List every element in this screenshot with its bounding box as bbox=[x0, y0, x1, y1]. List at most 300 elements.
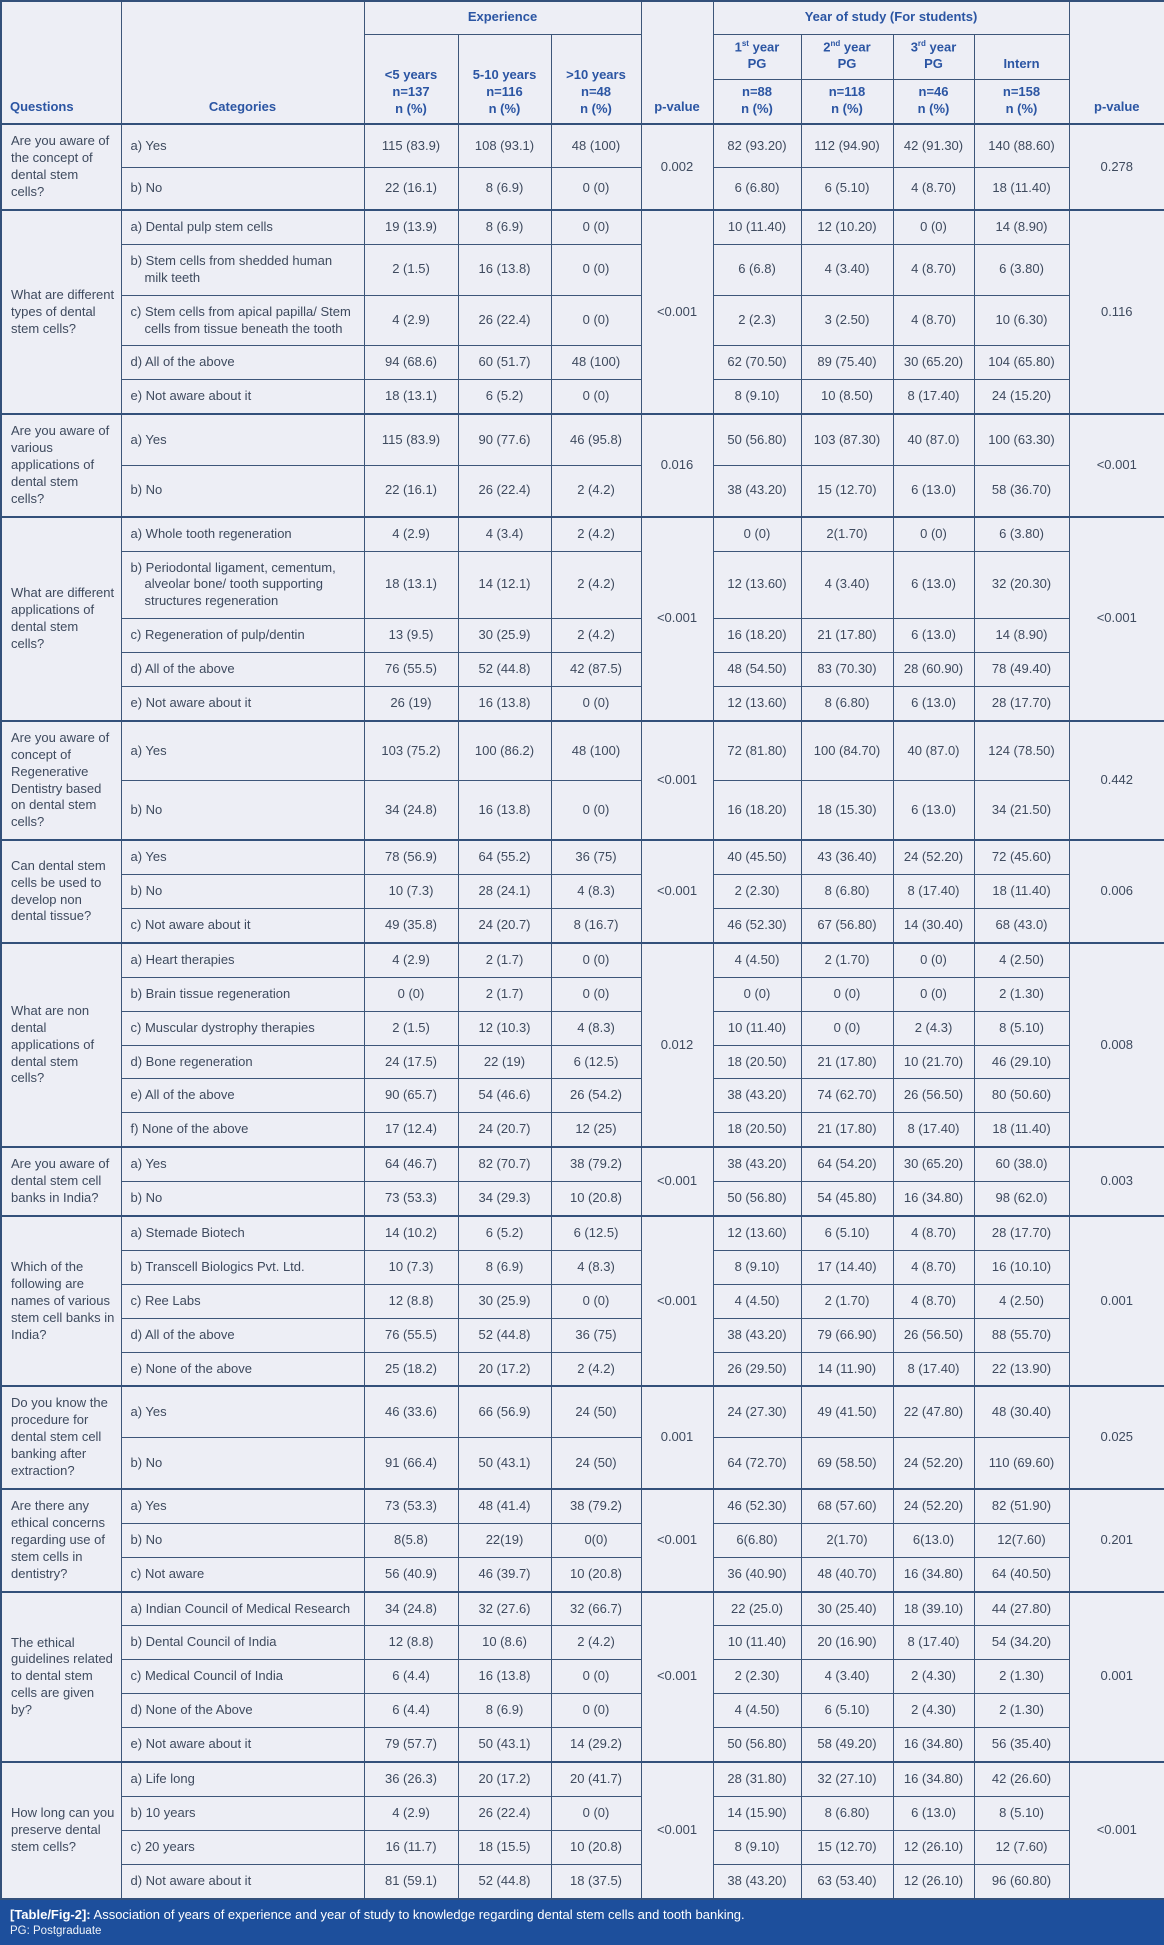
experience-value-cell-1: 6 (4.4) bbox=[364, 1660, 458, 1694]
year-value-cell-4: 18 (11.40) bbox=[974, 167, 1069, 210]
year-value-cell-2: 12 (10.20) bbox=[801, 210, 893, 244]
category-cell: c) Not aware about it bbox=[121, 909, 364, 943]
year-value-cell-4: 98 (62.0) bbox=[974, 1182, 1069, 1216]
year-value-cell-4: 58 (36.70) bbox=[974, 465, 1069, 516]
experience-value-cell-1: 4 (2.9) bbox=[364, 517, 458, 551]
year-value-cell-3: 10 (21.70) bbox=[893, 1045, 974, 1079]
experience-value-cell-1: 19 (13.9) bbox=[364, 210, 458, 244]
table-row bbox=[1, 465, 1164, 516]
table-row bbox=[1, 840, 1164, 874]
experience-value-cell-3: 0 (0) bbox=[551, 943, 641, 977]
year-value-cell-4: 8 (5.10) bbox=[974, 1796, 1069, 1830]
experience-value-cell-2: 12 (10.3) bbox=[458, 1011, 551, 1045]
year-value-cell-1: 8 (9.10) bbox=[713, 1250, 801, 1284]
year-value-cell-3: 6 (13.0) bbox=[893, 1796, 974, 1830]
pvalue-year-cell: <0.001 bbox=[1069, 414, 1164, 516]
year-value-cell-4: 88 (55.70) bbox=[974, 1318, 1069, 1352]
year-value-cell-3: 2 (4.3) bbox=[893, 1011, 974, 1045]
experience-value-cell-1: 73 (53.3) bbox=[364, 1489, 458, 1523]
year-value-cell-2: 4 (3.40) bbox=[801, 1660, 893, 1694]
year-value-cell-4: 24 (15.20) bbox=[974, 380, 1069, 414]
category-cell: c) Regeneration of pulp/dentin bbox=[121, 619, 364, 653]
year-value-cell-3: 24 (52.20) bbox=[893, 1438, 974, 1489]
group-header-year-of-study: Year of study (For students) bbox=[713, 1, 1069, 34]
pvalue-experience-cell: <0.001 bbox=[641, 210, 713, 414]
year-value-cell-3: 4 (8.70) bbox=[893, 244, 974, 295]
year-value-cell-3: 4 (8.70) bbox=[893, 1216, 974, 1250]
category-cell: a) Dental pulp stem cells bbox=[121, 210, 364, 244]
experience-value-cell-3: 36 (75) bbox=[551, 840, 641, 874]
year-value-cell-2: 64 (54.20) bbox=[801, 1147, 893, 1181]
experience-value-cell-2: 10 (8.6) bbox=[458, 1626, 551, 1660]
experience-value-cell-2: 34 (29.3) bbox=[458, 1182, 551, 1216]
category-cell: d) Bone regeneration bbox=[121, 1045, 364, 1079]
experience-value-cell-3: 6 (12.5) bbox=[551, 1045, 641, 1079]
year-value-cell-2: 6 (5.10) bbox=[801, 1694, 893, 1728]
year-value-cell-2: 32 (27.10) bbox=[801, 1762, 893, 1796]
category-cell: c) Muscular dystrophy therapies bbox=[121, 1011, 364, 1045]
pvalue-year-cell: 0.001 bbox=[1069, 1216, 1164, 1386]
year-value-cell-3: 16 (34.80) bbox=[893, 1762, 974, 1796]
year-value-cell-4: 78 (49.40) bbox=[974, 653, 1069, 687]
pvalue-year-cell: 0.025 bbox=[1069, 1386, 1164, 1488]
col-header-intern: Intern bbox=[974, 34, 1069, 79]
experience-value-cell-2: 54 (46.6) bbox=[458, 1079, 551, 1113]
experience-value-cell-1: 90 (65.7) bbox=[364, 1079, 458, 1113]
experience-value-cell-3: 0 (0) bbox=[551, 686, 641, 720]
category-cell: e) None of the above bbox=[121, 1352, 364, 1386]
year-value-cell-1: 50 (56.80) bbox=[713, 414, 801, 465]
table-row bbox=[1, 1113, 1164, 1147]
category-cell: d) Not aware about it bbox=[121, 1864, 364, 1898]
year-value-cell-4: 22 (13.90) bbox=[974, 1352, 1069, 1386]
experience-value-cell-1: 115 (83.9) bbox=[364, 124, 458, 167]
experience-value-cell-1: 25 (18.2) bbox=[364, 1352, 458, 1386]
experience-value-cell-2: 30 (25.9) bbox=[458, 1284, 551, 1318]
year-value-cell-3: 14 (30.40) bbox=[893, 909, 974, 943]
year-value-cell-2: 79 (66.90) bbox=[801, 1318, 893, 1352]
experience-value-cell-3: 10 (20.8) bbox=[551, 1557, 641, 1591]
experience-value-cell-1: 76 (55.5) bbox=[364, 653, 458, 687]
experience-value-cell-1: 34 (24.8) bbox=[364, 1592, 458, 1626]
year-value-cell-1: 28 (31.80) bbox=[713, 1762, 801, 1796]
experience-value-cell-2: 2 (1.7) bbox=[458, 943, 551, 977]
year-value-cell-1: 64 (72.70) bbox=[713, 1438, 801, 1489]
experience-value-cell-1: 81 (59.1) bbox=[364, 1864, 458, 1898]
category-cell: b) No bbox=[121, 167, 364, 210]
experience-value-cell-1: 2 (1.5) bbox=[364, 244, 458, 295]
experience-value-cell-1: 34 (24.8) bbox=[364, 781, 458, 841]
experience-value-cell-3: 4 (8.3) bbox=[551, 1250, 641, 1284]
experience-value-cell-1: 79 (57.7) bbox=[364, 1728, 458, 1762]
year-value-cell-1: 10 (11.40) bbox=[713, 210, 801, 244]
experience-value-cell-3: 2 (4.2) bbox=[551, 1352, 641, 1386]
year-value-cell-4: 96 (60.80) bbox=[974, 1864, 1069, 1898]
year-value-cell-2: 49 (41.50) bbox=[801, 1386, 893, 1437]
experience-value-cell-2: 30 (25.9) bbox=[458, 619, 551, 653]
year-value-cell-3: 4 (8.70) bbox=[893, 1250, 974, 1284]
category-cell: b) No bbox=[121, 875, 364, 909]
experience-value-cell-3: 0 (0) bbox=[551, 210, 641, 244]
pvalue-experience-cell: 0.002 bbox=[641, 124, 713, 210]
experience-value-cell-2: 52 (44.8) bbox=[458, 1318, 551, 1352]
year-value-cell-1: 24 (27.30) bbox=[713, 1386, 801, 1437]
experience-value-cell-2: 8 (6.9) bbox=[458, 167, 551, 210]
year-value-cell-2: 8 (6.80) bbox=[801, 686, 893, 720]
experience-value-cell-2: 52 (44.8) bbox=[458, 1864, 551, 1898]
experience-value-cell-2: 26 (22.4) bbox=[458, 295, 551, 346]
table-row bbox=[1, 1216, 1164, 1250]
year-value-cell-1: 46 (52.30) bbox=[713, 909, 801, 943]
category-cell: a) Indian Council of Medical Research bbox=[121, 1592, 364, 1626]
experience-value-cell-3: 14 (29.2) bbox=[551, 1728, 641, 1762]
experience-value-cell-1: 8(5.8) bbox=[364, 1523, 458, 1557]
pvalue-experience-cell: <0.001 bbox=[641, 1762, 713, 1899]
year-value-cell-4: 2 (1.30) bbox=[974, 977, 1069, 1011]
question-cell: Are you aware of various applications of dental stem cells? bbox=[1, 414, 121, 516]
category-cell: b) Periodontal ligament, cementum, alveolar bone/ tooth supporting structures regeneration bbox=[121, 551, 364, 619]
year-value-cell-2: 74 (62.70) bbox=[801, 1079, 893, 1113]
experience-value-cell-1: 6 (4.4) bbox=[364, 1694, 458, 1728]
year-value-cell-3: 30 (65.20) bbox=[893, 1147, 974, 1181]
experience-value-cell-1: 2 (1.5) bbox=[364, 1011, 458, 1045]
year-value-cell-1: 0 (0) bbox=[713, 517, 801, 551]
category-cell: a) Yes bbox=[121, 721, 364, 781]
year-value-cell-4: 2 (1.30) bbox=[974, 1694, 1069, 1728]
question-cell: How long can you preserve dental stem cells? bbox=[1, 1762, 121, 1899]
year-value-cell-1: 38 (43.20) bbox=[713, 1147, 801, 1181]
experience-value-cell-3: 48 (100) bbox=[551, 346, 641, 380]
year-value-cell-4: 4 (2.50) bbox=[974, 943, 1069, 977]
pvalue-experience-cell: <0.001 bbox=[641, 1592, 713, 1762]
pvalue-year-cell: 0.006 bbox=[1069, 840, 1164, 943]
year-value-cell-3: 24 (52.20) bbox=[893, 1489, 974, 1523]
subheader-n-intern: n=158 n (%) bbox=[974, 79, 1069, 124]
year-value-cell-2: 6 (5.10) bbox=[801, 167, 893, 210]
pvalue-year-cell: 0.008 bbox=[1069, 943, 1164, 1147]
table-row bbox=[1, 414, 1164, 465]
experience-value-cell-3: 0 (0) bbox=[551, 1694, 641, 1728]
experience-value-cell-3: 2 (4.2) bbox=[551, 619, 641, 653]
table-row bbox=[1, 619, 1164, 653]
year-value-cell-1: 10 (11.40) bbox=[713, 1011, 801, 1045]
year-value-cell-2: 8 (6.80) bbox=[801, 1796, 893, 1830]
category-cell: d) All of the above bbox=[121, 346, 364, 380]
category-cell: b) Transcell Biologics Pvt. Ltd. bbox=[121, 1250, 364, 1284]
year-value-cell-3: 4 (8.70) bbox=[893, 167, 974, 210]
table-row bbox=[1, 1386, 1164, 1437]
experience-value-cell-2: 66 (56.9) bbox=[458, 1386, 551, 1437]
experience-value-cell-1: 46 (33.6) bbox=[364, 1386, 458, 1437]
pvalue-experience-cell: <0.001 bbox=[641, 721, 713, 840]
experience-value-cell-3: 0 (0) bbox=[551, 977, 641, 1011]
table-row bbox=[1, 1762, 1164, 1796]
year-value-cell-4: 54 (34.20) bbox=[974, 1626, 1069, 1660]
experience-value-cell-3: 38 (79.2) bbox=[551, 1147, 641, 1181]
table-caption bbox=[10, 1907, 1154, 1922]
year-value-cell-2: 89 (75.40) bbox=[801, 346, 893, 380]
year-value-cell-2: 6 (5.10) bbox=[801, 1216, 893, 1250]
experience-value-cell-3: 0(0) bbox=[551, 1523, 641, 1557]
experience-value-cell-3: 0 (0) bbox=[551, 1284, 641, 1318]
experience-value-cell-1: 103 (75.2) bbox=[364, 721, 458, 781]
experience-value-cell-3: 32 (66.7) bbox=[551, 1592, 641, 1626]
question-cell: Are you aware of the concept of dental stem cells? bbox=[1, 124, 121, 210]
experience-value-cell-3: 26 (54.2) bbox=[551, 1079, 641, 1113]
year-value-cell-2: 112 (94.90) bbox=[801, 124, 893, 167]
experience-value-cell-1: 115 (83.9) bbox=[364, 414, 458, 465]
experience-value-cell-2: 82 (70.7) bbox=[458, 1147, 551, 1181]
year-value-cell-1: 62 (70.50) bbox=[713, 346, 801, 380]
year-value-cell-4: 124 (78.50) bbox=[974, 721, 1069, 781]
question-cell: Are you aware of dental stem cell banks in India? bbox=[1, 1147, 121, 1216]
year-value-cell-2: 58 (49.20) bbox=[801, 1728, 893, 1762]
year-value-cell-4: 64 (40.50) bbox=[974, 1557, 1069, 1591]
year-value-cell-4: 28 (17.70) bbox=[974, 1216, 1069, 1250]
group-header-experience: Experience bbox=[364, 1, 641, 34]
year-value-cell-3: 30 (65.20) bbox=[893, 346, 974, 380]
experience-value-cell-2: 64 (55.2) bbox=[458, 840, 551, 874]
year-value-cell-3: 40 (87.0) bbox=[893, 414, 974, 465]
experience-value-cell-1: 10 (7.3) bbox=[364, 1250, 458, 1284]
year-value-cell-4: 80 (50.60) bbox=[974, 1079, 1069, 1113]
year-value-cell-2: 2(1.70) bbox=[801, 1523, 893, 1557]
pvalue-experience-cell: <0.001 bbox=[641, 840, 713, 943]
year-value-cell-4: 14 (8.90) bbox=[974, 210, 1069, 244]
experience-value-cell-2: 24 (20.7) bbox=[458, 909, 551, 943]
experience-value-cell-1: 91 (66.4) bbox=[364, 1438, 458, 1489]
year-value-cell-4: 18 (11.40) bbox=[974, 1113, 1069, 1147]
year-value-cell-4: 12 (7.60) bbox=[974, 1830, 1069, 1864]
experience-value-cell-1: 13 (9.5) bbox=[364, 619, 458, 653]
table-row bbox=[1, 1830, 1164, 1864]
question-cell: Do you know the procedure for dental stem cell banking after extraction? bbox=[1, 1386, 121, 1488]
year-value-cell-2: 4 (3.40) bbox=[801, 551, 893, 619]
pvalue-year-cell: 0.442 bbox=[1069, 721, 1164, 840]
experience-value-cell-1: 10 (7.3) bbox=[364, 875, 458, 909]
experience-value-cell-2: 50 (43.1) bbox=[458, 1728, 551, 1762]
table-row bbox=[1, 167, 1164, 210]
year-value-cell-4: 32 (20.30) bbox=[974, 551, 1069, 619]
year-value-cell-1: 8 (9.10) bbox=[713, 1830, 801, 1864]
year-value-cell-1: 46 (52.30) bbox=[713, 1489, 801, 1523]
category-cell: b) No bbox=[121, 781, 364, 841]
pvalue-year-cell: 0.116 bbox=[1069, 210, 1164, 414]
year-value-cell-2: 3 (2.50) bbox=[801, 295, 893, 346]
year-value-cell-3: 6 (13.0) bbox=[893, 781, 974, 841]
category-cell: c) Stem cells from apical papilla/ Stem cells from tissue beneath the tooth bbox=[121, 295, 364, 346]
experience-value-cell-2: 108 (93.1) bbox=[458, 124, 551, 167]
year-value-cell-2: 100 (84.70) bbox=[801, 721, 893, 781]
experience-value-cell-3: 0 (0) bbox=[551, 781, 641, 841]
experience-value-cell-3: 48 (100) bbox=[551, 721, 641, 781]
year-value-cell-4: 18 (11.40) bbox=[974, 875, 1069, 909]
year-value-cell-4: 16 (10.10) bbox=[974, 1250, 1069, 1284]
year-value-cell-1: 2 (2.30) bbox=[713, 1660, 801, 1694]
experience-value-cell-2: 20 (17.2) bbox=[458, 1352, 551, 1386]
experience-value-cell-2: 14 (12.1) bbox=[458, 551, 551, 619]
experience-value-cell-1: 22 (16.1) bbox=[364, 167, 458, 210]
category-cell: e) Not aware about it bbox=[121, 380, 364, 414]
table-row bbox=[1, 1352, 1164, 1386]
year-value-cell-2: 18 (15.30) bbox=[801, 781, 893, 841]
year-value-cell-1: 10 (11.40) bbox=[713, 1626, 801, 1660]
experience-value-cell-2: 6 (5.2) bbox=[458, 1216, 551, 1250]
experience-value-cell-3: 2 (4.2) bbox=[551, 551, 641, 619]
experience-value-cell-2: 60 (51.7) bbox=[458, 346, 551, 380]
experience-value-cell-2: 16 (13.8) bbox=[458, 781, 551, 841]
experience-value-cell-1: 18 (13.1) bbox=[364, 380, 458, 414]
table-row bbox=[1, 210, 1164, 244]
year-value-cell-4: 68 (43.0) bbox=[974, 909, 1069, 943]
year-value-cell-3: 42 (91.30) bbox=[893, 124, 974, 167]
experience-value-cell-3: 8 (16.7) bbox=[551, 909, 641, 943]
year-value-cell-4: 6 (3.80) bbox=[974, 517, 1069, 551]
table-row bbox=[1, 1489, 1164, 1523]
year-value-cell-4: 44 (27.80) bbox=[974, 1592, 1069, 1626]
experience-value-cell-3: 0 (0) bbox=[551, 1660, 641, 1694]
experience-value-cell-3: 48 (100) bbox=[551, 124, 641, 167]
year-value-cell-4: 28 (17.70) bbox=[974, 686, 1069, 720]
year-value-cell-1: 6(6.80) bbox=[713, 1523, 801, 1557]
table-row bbox=[1, 943, 1164, 977]
table-row bbox=[1, 1626, 1164, 1660]
year-value-cell-4: 2 (1.30) bbox=[974, 1660, 1069, 1694]
experience-value-cell-2: 26 (22.4) bbox=[458, 1796, 551, 1830]
year-value-cell-1: 2 (2.3) bbox=[713, 295, 801, 346]
table-row bbox=[1, 653, 1164, 687]
table-row bbox=[1, 781, 1164, 841]
year-value-cell-1: 36 (40.90) bbox=[713, 1557, 801, 1591]
year-value-cell-1: 38 (43.20) bbox=[713, 1864, 801, 1898]
subheader-n-year2: n=118 n (%) bbox=[801, 79, 893, 124]
table-row bbox=[1, 1011, 1164, 1045]
experience-value-cell-3: 6 (12.5) bbox=[551, 1216, 641, 1250]
table-row bbox=[1, 380, 1164, 414]
experience-value-cell-1: 56 (40.9) bbox=[364, 1557, 458, 1591]
year-value-cell-2: 63 (53.40) bbox=[801, 1864, 893, 1898]
experience-value-cell-2: 16 (13.8) bbox=[458, 686, 551, 720]
year-value-cell-2: 68 (57.60) bbox=[801, 1489, 893, 1523]
year-value-cell-3: 0 (0) bbox=[893, 943, 974, 977]
year-value-cell-3: 8 (17.40) bbox=[893, 380, 974, 414]
experience-value-cell-2: 32 (27.6) bbox=[458, 1592, 551, 1626]
category-cell: a) Yes bbox=[121, 840, 364, 874]
col-header-year-3rd-pg: 3rd year PG bbox=[893, 34, 974, 79]
table-row bbox=[1, 1728, 1164, 1762]
table-row bbox=[1, 1796, 1164, 1830]
table-row bbox=[1, 551, 1164, 619]
year-value-cell-1: 40 (45.50) bbox=[713, 840, 801, 874]
question-cell: What are non dental applications of dental stem cells? bbox=[1, 943, 121, 1147]
experience-value-cell-3: 0 (0) bbox=[551, 167, 641, 210]
year-value-cell-2: 69 (58.50) bbox=[801, 1438, 893, 1489]
experience-value-cell-3: 10 (20.8) bbox=[551, 1182, 641, 1216]
col-header-pvalue-experience: p-value bbox=[641, 1, 713, 124]
year-value-cell-1: 26 (29.50) bbox=[713, 1352, 801, 1386]
table-caption-label: [Table/Fig-2]: bbox=[10, 1906, 91, 1922]
experience-value-cell-3: 2 (4.2) bbox=[551, 517, 641, 551]
experience-value-cell-1: 22 (16.1) bbox=[364, 465, 458, 516]
col-header-categories: Categories bbox=[121, 1, 364, 124]
year-value-cell-3: 26 (56.50) bbox=[893, 1318, 974, 1352]
category-cell: a) Yes bbox=[121, 414, 364, 465]
year-value-cell-2: 20 (16.90) bbox=[801, 1626, 893, 1660]
category-cell: a) Yes bbox=[121, 124, 364, 167]
experience-value-cell-3: 46 (95.8) bbox=[551, 414, 641, 465]
table-row bbox=[1, 1557, 1164, 1591]
year-value-cell-1: 12 (13.60) bbox=[713, 1216, 801, 1250]
table-row bbox=[1, 1864, 1164, 1898]
year-value-cell-1: 18 (20.50) bbox=[713, 1113, 801, 1147]
year-value-cell-3: 4 (8.70) bbox=[893, 295, 974, 346]
experience-value-cell-3: 0 (0) bbox=[551, 1796, 641, 1830]
year-value-cell-3: 22 (47.80) bbox=[893, 1386, 974, 1437]
year-value-cell-2: 43 (36.40) bbox=[801, 840, 893, 874]
pvalue-year-cell: 0.001 bbox=[1069, 1592, 1164, 1762]
table-row bbox=[1, 1147, 1164, 1181]
year-value-cell-2: 14 (11.90) bbox=[801, 1352, 893, 1386]
question-cell: What are different applications of dental stem cells? bbox=[1, 517, 121, 721]
pvalue-experience-cell: 0.016 bbox=[641, 414, 713, 516]
experience-value-cell-1: 14 (10.2) bbox=[364, 1216, 458, 1250]
table-row bbox=[1, 295, 1164, 346]
year-value-cell-4: 8 (5.10) bbox=[974, 1011, 1069, 1045]
table-row bbox=[1, 346, 1164, 380]
pvalue-year-cell: <0.001 bbox=[1069, 517, 1164, 721]
year-value-cell-3: 6(13.0) bbox=[893, 1523, 974, 1557]
question-cell: Can dental stem cells be used to develop non dental tissue? bbox=[1, 840, 121, 943]
year-value-cell-2: 0 (0) bbox=[801, 1011, 893, 1045]
col-header-year-2nd-pg: 2nd year PG bbox=[801, 34, 893, 79]
year-value-cell-3: 8 (17.40) bbox=[893, 1626, 974, 1660]
col-header-exp-5to10: 5-10 years n=116 n (%) bbox=[458, 34, 551, 124]
year-value-cell-4: 104 (65.80) bbox=[974, 346, 1069, 380]
year-value-cell-1: 0 (0) bbox=[713, 977, 801, 1011]
year-value-cell-1: 38 (43.20) bbox=[713, 1318, 801, 1352]
year-value-cell-3: 40 (87.0) bbox=[893, 721, 974, 781]
experience-value-cell-3: 10 (20.8) bbox=[551, 1830, 641, 1864]
pvalue-experience-cell: <0.001 bbox=[641, 1489, 713, 1592]
pvalue-year-cell: 0.003 bbox=[1069, 1147, 1164, 1216]
experience-value-cell-1: 12 (8.8) bbox=[364, 1626, 458, 1660]
experience-value-cell-1: 16 (11.7) bbox=[364, 1830, 458, 1864]
table-row bbox=[1, 1284, 1164, 1318]
year-value-cell-3: 16 (34.80) bbox=[893, 1728, 974, 1762]
year-value-cell-4: 140 (88.60) bbox=[974, 124, 1069, 167]
category-cell: b) Dental Council of India bbox=[121, 1626, 364, 1660]
year-value-cell-1: 8 (9.10) bbox=[713, 380, 801, 414]
col-header-pvalue-year: p-value bbox=[1069, 1, 1164, 124]
category-cell: a) Heart therapies bbox=[121, 943, 364, 977]
experience-value-cell-2: 24 (20.7) bbox=[458, 1113, 551, 1147]
table-row bbox=[1, 124, 1164, 167]
experience-value-cell-2: 16 (13.8) bbox=[458, 244, 551, 295]
table-row bbox=[1, 1592, 1164, 1626]
experience-value-cell-2: 50 (43.1) bbox=[458, 1438, 551, 1489]
col-header-exp-gt10: >10 years n=48 n (%) bbox=[551, 34, 641, 124]
experience-value-cell-2: 22(19) bbox=[458, 1523, 551, 1557]
table-row bbox=[1, 909, 1164, 943]
experience-value-cell-1: 4 (2.9) bbox=[364, 943, 458, 977]
pvalue-experience-cell: 0.012 bbox=[641, 943, 713, 1147]
experience-value-cell-2: 46 (39.7) bbox=[458, 1557, 551, 1591]
year-value-cell-4: 110 (69.60) bbox=[974, 1438, 1069, 1489]
year-value-cell-1: 2 (2.30) bbox=[713, 875, 801, 909]
year-value-cell-2: 2(1.70) bbox=[801, 517, 893, 551]
year-value-cell-3: 18 (39.10) bbox=[893, 1592, 974, 1626]
experience-value-cell-2: 4 (3.4) bbox=[458, 517, 551, 551]
